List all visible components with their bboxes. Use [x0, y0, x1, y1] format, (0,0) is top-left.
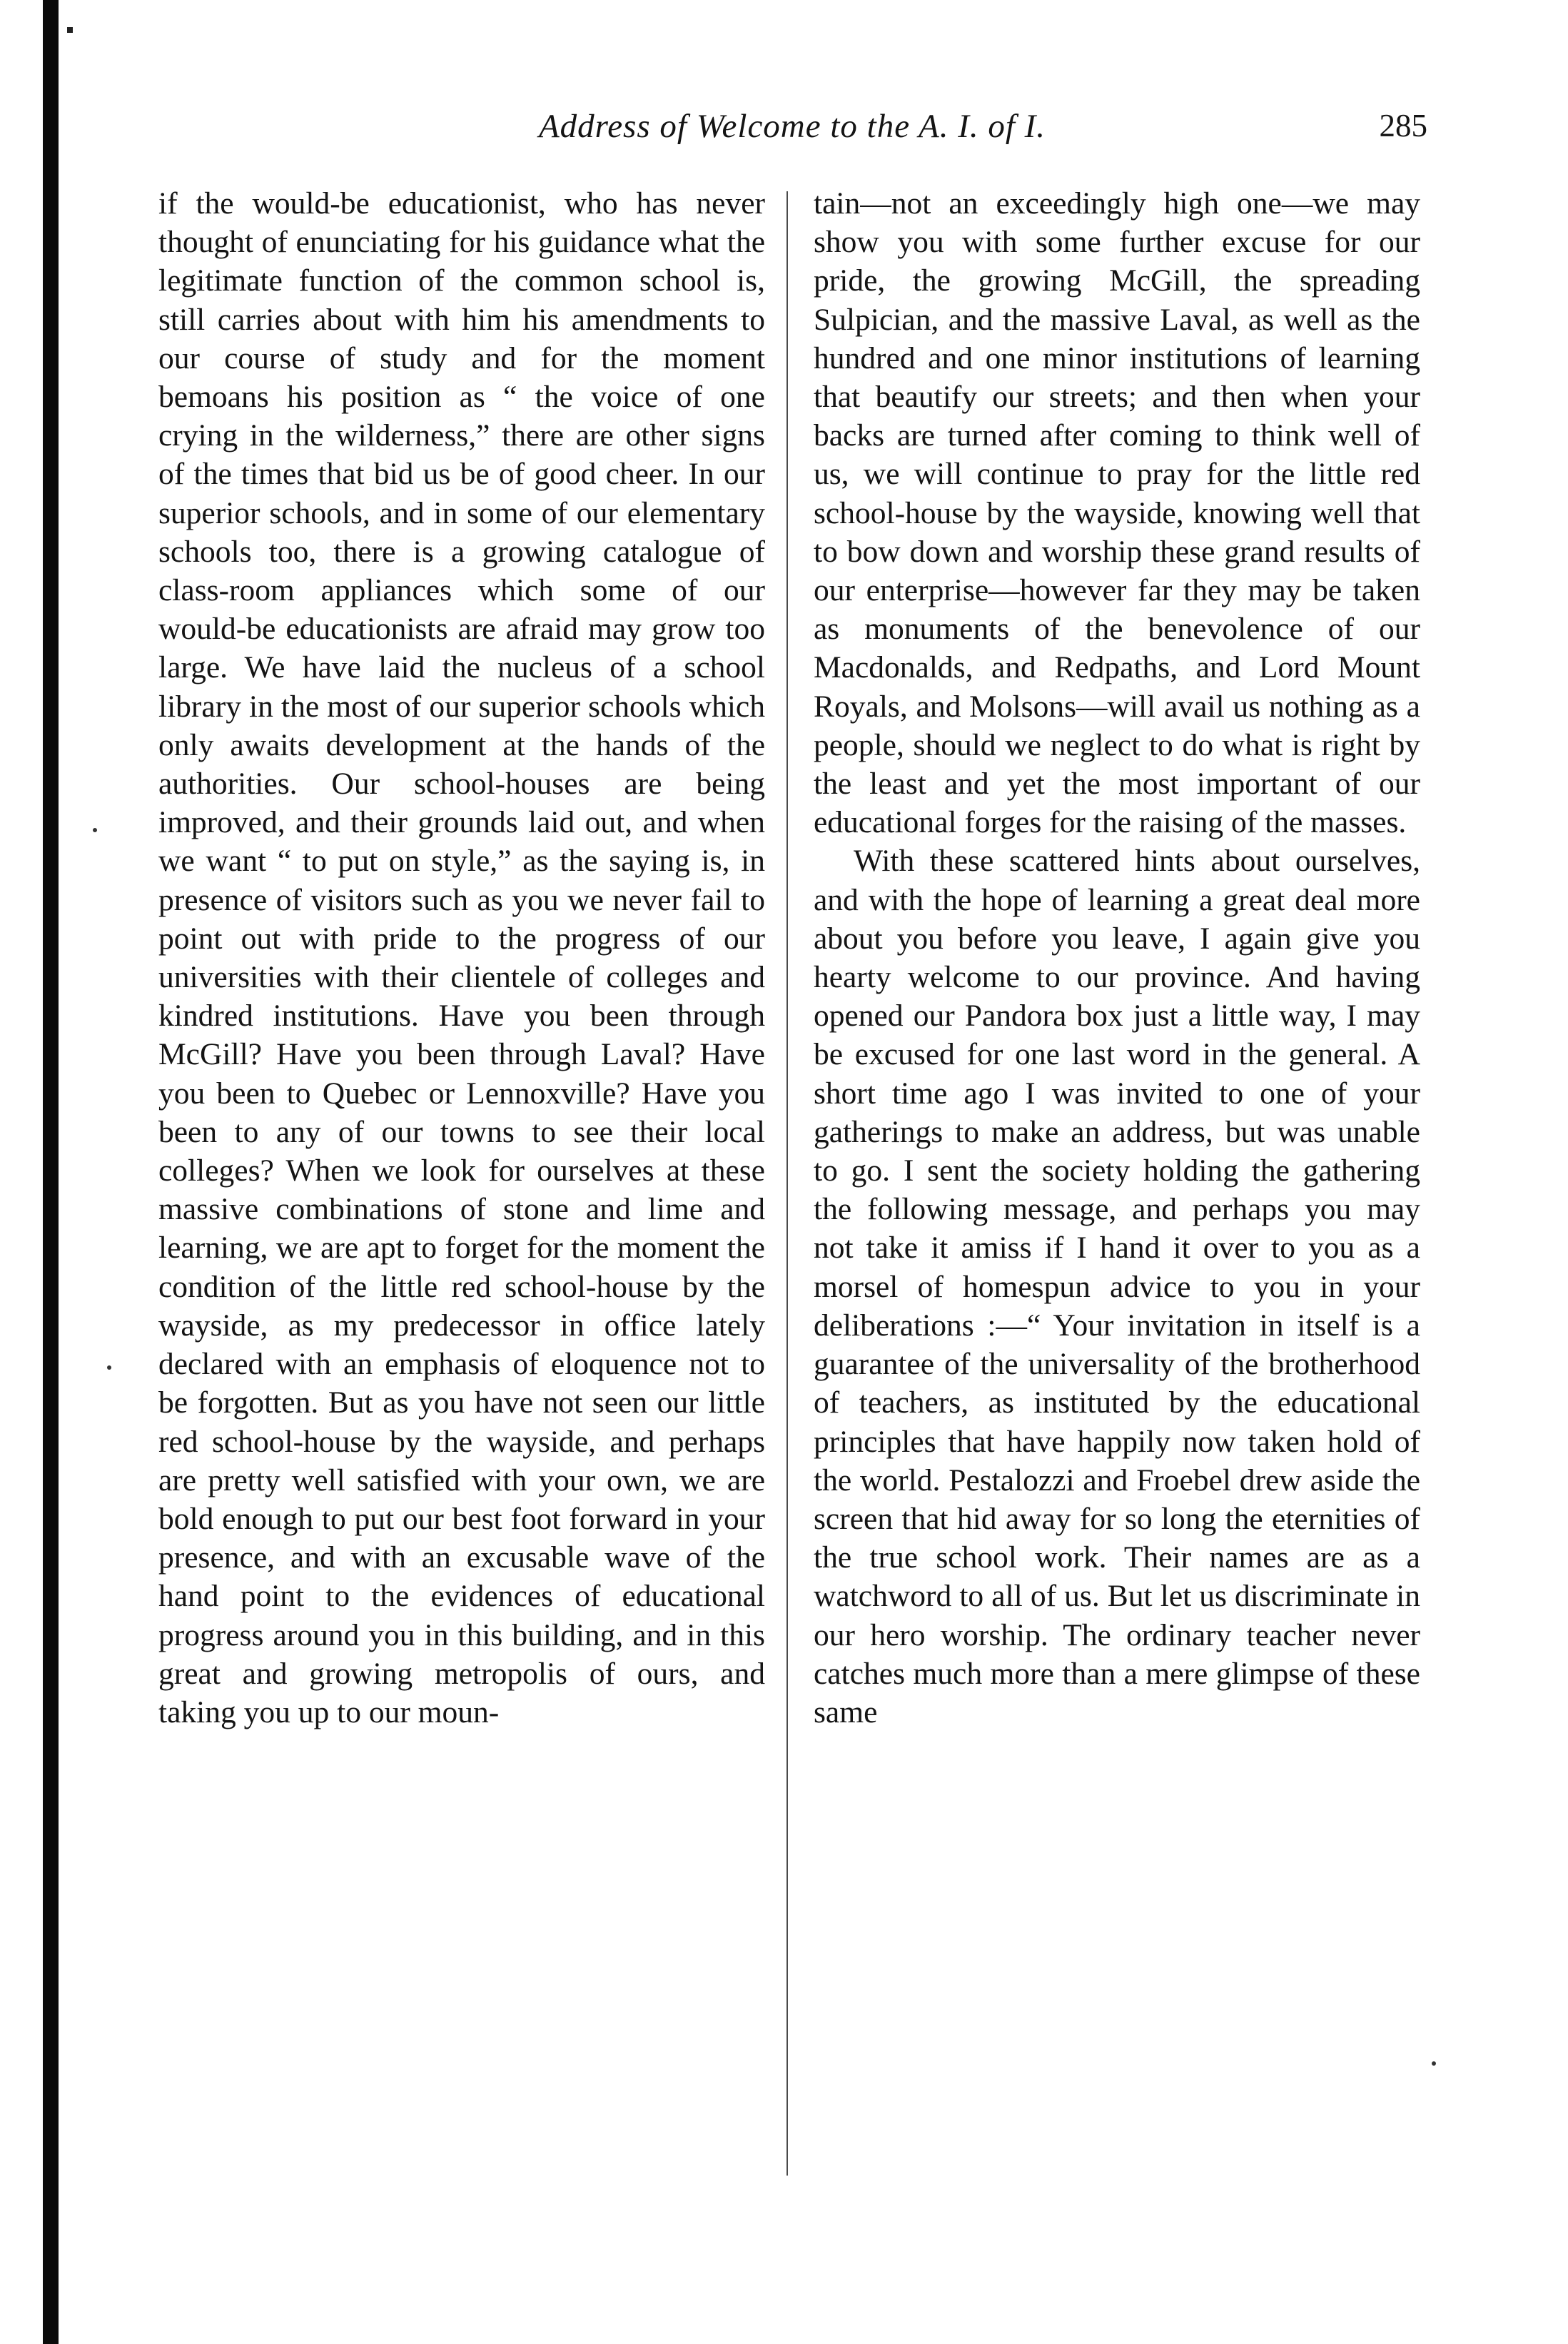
paragraph: tain—not an exceedingly high one—we may show you with some further excuse for our pride, the growing McGill, the spreading Sulpician, and the massive Laval, as well as the hundred and one minor institutions of learning that beautify our streets; and then when your backs are turned after coming to think well of us, we will continue to pray for the little red school-house by the wayside, knowing well that to bow down and worship these grand results of our enterprise—however far they may be taken as monuments of the benevolence of our Macdonalds, and Redpaths, and Lord Mount Royals, and Molsons—will avail us nothing as a people, should we neglect to do what is right by the least and yet the most important of our educational forges for the raising of the masses.: [814, 186, 1420, 840]
left-column: [158, 184, 765, 2190]
paragraph: With these scattered hints about ourselves, and with the hope of learning a great deal more about you before you leave, I again give you hearty welcome to our province. And having opened our Pandora box just a little way, I may be excused for one last word in the general. A short time ago I was invited to one of your gatherings to make an address, but was unable to go. I sent the society holding the gathering the following message, and perhaps you may not take it amiss if I hand it over to you as a morsel of homespun advice to you in your deliberations :—“ Your invitation in itself is a guarantee of the universality of the brotherhood of teachers, as instituted by the educational principles that have happily now taken hold of the world. Pestalozzi and Froebel drew aside the screen that hid away for so long the eternities of the true school work. Their names are as a watchword to all of us. But let us discriminate in our hero worship. The ordinary teacher never catches much more than a mere glimpse of these same: [814, 844, 1420, 1729]
running-title: Address of Welcome to the A. I. of I.: [538, 108, 1046, 145]
scan-mark: [67, 27, 73, 33]
column-divider: [786, 191, 788, 2176]
scan-edge-shadow: [43, 0, 59, 2344]
page-number: 285: [1379, 108, 1427, 143]
margin-speck: [1432, 2061, 1436, 2066]
paragraph: if the would-be educationist, who has never thought of enunciating for his guidance what the legitimate function of the common school is, still carries about with him his amendments to our course of study and for the moment bemoans his position as “ the voice of one crying in the wilderness,” there are other signs of the times that bid us be of good cheer. In our superior schools, and in some of our elementary schools too, there is a growing catalogue of class-room appliances which some of our would-be educationists are afraid may grow too large. We have laid the nucleus of a school library in the most of our superior schools which only awaits development at the hands of the authorities. Our school-houses are being improved, and their grounds laid out, and when we want “ to put on style,” as the saying is, in presence of visitors such as you we never fail to point out with pride to the progress of our universities with their clientele of colleges and kindred institutions. Have you been through McGill? Have you been through Laval? Have you been to Quebec or Lennoxville? Have you been to any of our towns to see their local colleges? When we look for ourselves at these massive combinations of stone and lime and learning, we are apt to forget for the moment the condition of the little red school-house by the wayside, as my predecessor in office lately declared with an emphasis of eloquence not to be forgotten. But as you have not seen our little red school-house by the wayside, and perhaps are pretty well satisfied with your own, we are bold enough to put our best foot forward in your presence, and with an excusable wave of the hand point to the evidences of educational progress around you in this building, and in this great and growing metropolis of ours, and taking you up to our moun-: [158, 186, 765, 1729]
page-header: [157, 107, 1427, 164]
margin-speck: [93, 828, 97, 832]
right-column: [814, 184, 1420, 2190]
margin-speck: [107, 1365, 111, 1370]
